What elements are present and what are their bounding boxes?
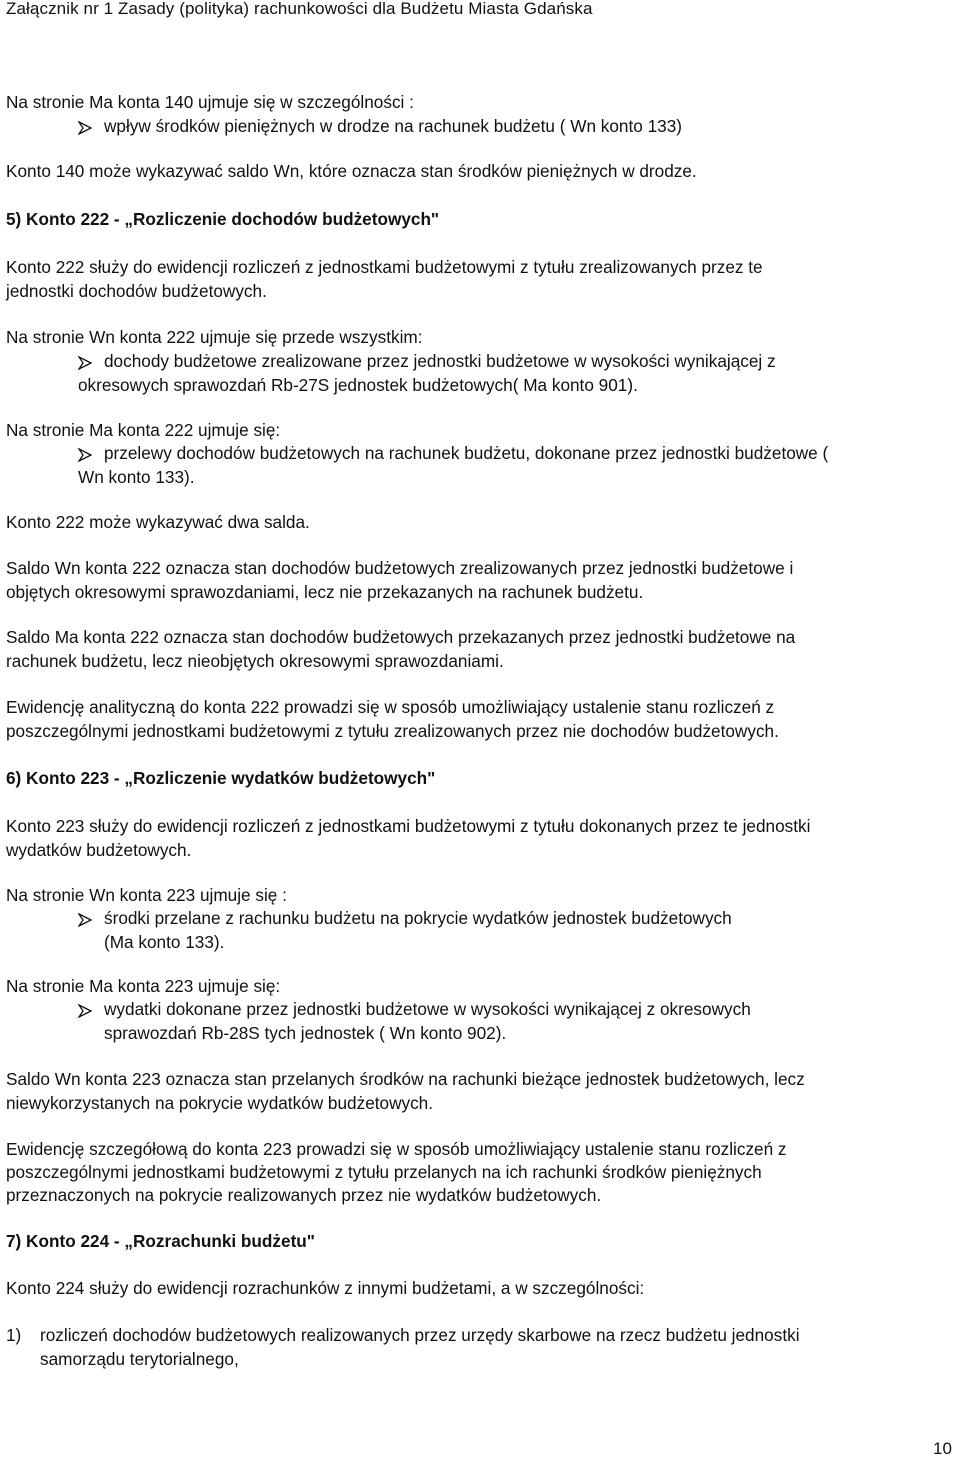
list-item-text: samorządu terytorialnego,: [40, 1349, 239, 1369]
bullet-item-text: środki przelane z rachunku budżetu na pokrycie wydatków jednostek budżetowych: [104, 908, 732, 928]
bullet-item-text: dochody budżetowe zrealizowane przez jednostki budżetowe w wysokości wynikającej z: [104, 351, 776, 371]
bullet-item-text: (Ma konto 133).: [104, 932, 225, 952]
page-header: Załącznik nr 1 Zasady (polityka) rachunkowości dla Budżetu Miasta Gdańska: [6, 0, 593, 18]
text-line: Konto 222 służy do ewidencji rozliczeń z jednostkami budżetowymi z tytułu zrealizowanych przez te: [6, 257, 763, 277]
text-line: Na stronie Wn konta 222 ujmuje się przede wszystkim:: [6, 327, 423, 347]
text-line: Ewidencję szczegółową do konta 223 prowadzi się w sposób umożliwiający ustalenie stanu rozliczeń z: [6, 1139, 787, 1159]
section-heading: 7) Konto 224 - „Rozrachunki budżetu": [6, 1231, 315, 1251]
bullet-item-text: wydatki dokonane przez jednostki budżetowe w wysokości wynikającej z okresowych: [104, 999, 751, 1019]
text-line: Saldo Ma konta 222 oznacza stan dochodów budżetowych przekazanych przez jednostki budżetowe na: [6, 627, 796, 647]
text-line: Saldo Wn konta 223 oznacza stan przelanych środków na rachunki bieżące jednostek budżetowych, lecz: [6, 1069, 805, 1089]
page-number: 10: [933, 1439, 952, 1458]
text-line: Na stronie Ma konta 222 ujmuje się:: [6, 420, 281, 440]
text-line: rachunek budżetu, lecz nieobjętych okresowymi sprawozdaniami.: [6, 651, 504, 671]
text-line: Ewidencję analityczną do konta 222 prowadzi się w sposób umożliwiający ustalenie stanu rozliczeń z: [6, 697, 775, 717]
bullet-item-text: Wn konto 133).: [78, 467, 195, 487]
text-line: Saldo Wn konta 222 oznacza stan dochodów budżetowych zrealizowanych przez jednostki budżetowe i: [6, 558, 794, 578]
text-line: Konto 222 może wykazywać dwa salda.: [6, 512, 310, 532]
text-line: Na stronie Ma konta 140 ujmuje się w szczególności :: [6, 92, 414, 112]
text-line: poszczególnymi jednostkami budżetowymi z tytułu przelanych na ich rachunki środków pieniężnych: [6, 1162, 762, 1182]
text-line: Konto 224 służy do ewidencji rozrachunków z innymi budżetami, a w szczególności:: [6, 1278, 645, 1298]
list-number: 1): [6, 1325, 22, 1345]
arrow-bullet-icon: [78, 913, 92, 927]
bullet-item-text: okresowych sprawozdań Rb-27S jednostek budżetowych( Ma konto 901).: [78, 375, 638, 395]
arrow-bullet-icon: [78, 1004, 92, 1018]
text-line: wydatków budżetowych.: [6, 840, 192, 860]
list-item-text: rozliczeń dochodów budżetowych realizowanych przez urzędy skarbowe na rzecz budżetu jednostki: [40, 1325, 800, 1345]
arrow-bullet-icon: [78, 356, 92, 370]
text-line: Na stronie Wn konta 223 ujmuje się :: [6, 885, 287, 905]
bullet-item-text: przelewy dochodów budżetowych na rachunek budżetu, dokonane przez jednostki budżetowe (: [104, 443, 829, 463]
section-heading: 5) Konto 222 - „Rozliczenie dochodów budżetowych": [6, 209, 440, 229]
text-line: przeznaczonych na pokrycie realizowanych przez nie wydatków budżetowych.: [6, 1185, 602, 1205]
bullet-item-text: wpływ środków pieniężnych w drodze na rachunek budżetu ( Wn konto 133): [104, 116, 682, 136]
section-heading: 6) Konto 223 - „Rozliczenie wydatków budżetowych": [6, 768, 436, 788]
text-line: Na stronie Ma konta 223 ujmuje się:: [6, 976, 281, 996]
text-line: Konto 223 służy do ewidencji rozliczeń z jednostkami budżetowymi z tytułu dokonanych przez te jednostki: [6, 816, 811, 836]
text-line: objętych okresowymi sprawozdaniami, lecz nie przekazanych na rachunek budżetu.: [6, 582, 644, 602]
text-line: Konto 140 może wykazywać saldo Wn, które oznacza stan środków pieniężnych w drodze.: [6, 161, 697, 181]
arrow-bullet-icon: [78, 448, 92, 462]
text-line: jednostki dochodów budżetowych.: [6, 281, 267, 301]
arrow-bullet-icon: [78, 121, 92, 135]
text-line: poszczególnymi jednostkami budżetowymi z tytułu zrealizowanych przez nie dochodów budżetowych.: [6, 721, 779, 741]
text-line: niewykorzystanych na pokrycie wydatków budżetowych.: [6, 1093, 434, 1113]
bullet-item-text: sprawozdań Rb-28S tych jednostek ( Wn konto 902).: [104, 1023, 507, 1043]
